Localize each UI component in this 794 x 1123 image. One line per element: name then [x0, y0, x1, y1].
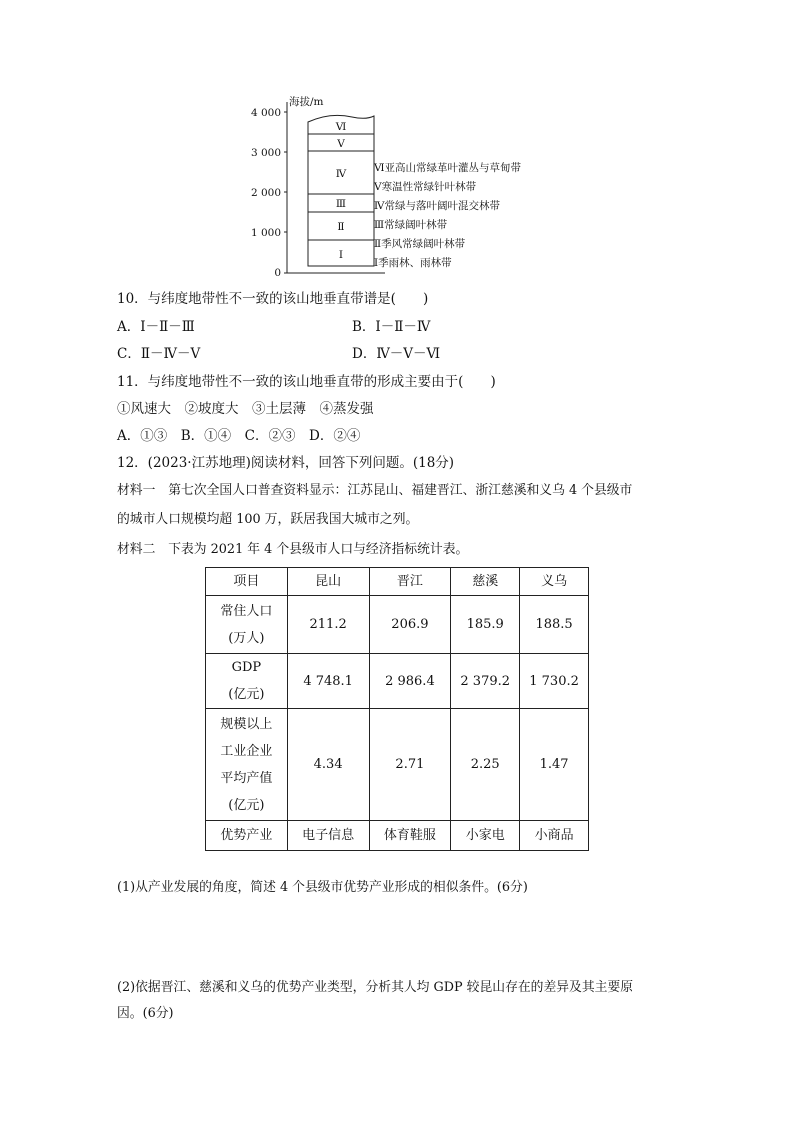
- y-axis-label: 海拔/m: [289, 96, 324, 108]
- table-cell: 185.9: [451, 596, 520, 654]
- table-header-row: [206, 568, 589, 596]
- q10-option-b[interactable]: B．Ⅰ－Ⅱ－Ⅳ: [352, 319, 431, 335]
- table-cell: 2 986.4: [369, 654, 451, 709]
- q10-option-c[interactable]: C．Ⅱ－Ⅳ－Ⅴ: [117, 346, 201, 362]
- zone-label-3: Ⅲ: [335, 198, 347, 210]
- table-cell: 4 748.1: [287, 654, 369, 709]
- legend-zone-2: Ⅱ季风常绿阔叶林带: [374, 238, 466, 250]
- table-cell: 小商品: [520, 821, 589, 851]
- table-header: 昆山: [287, 568, 369, 596]
- q12-material2: 材料二 下表为 2021 年 4 个县级市人口与经济指标统计表。: [117, 542, 469, 557]
- q12-material1-line2: 的城市人口规模均超 100 万，跃居我国大城市之列。: [117, 512, 419, 527]
- table-cell: 2.25: [451, 709, 520, 821]
- q11-items: ①风速大 ②坡度大 ③土层薄 ④蒸发强: [117, 401, 374, 417]
- q10-option-a[interactable]: A．Ⅰ－Ⅱ－Ⅲ: [117, 319, 195, 335]
- stats-table: [205, 567, 589, 851]
- q10-option-d[interactable]: D．Ⅳ－Ⅴ－Ⅵ: [352, 346, 441, 362]
- zone-label-1: Ⅰ: [338, 249, 344, 261]
- table-cell: 1 730.2: [520, 654, 589, 709]
- q12-material1-line1: 材料一 第七次全国人口普查资料显示：江苏昆山、福建晋江、浙江慈溪和义乌 4 个县级市: [117, 483, 633, 498]
- y-tick-2000: 2 000: [250, 187, 281, 199]
- q11-options[interactable]: A．①③ B．①④ C．②③ D．②④: [117, 428, 361, 444]
- table-header: 项目: [206, 568, 288, 596]
- row-label: 规模以上 工业企业 平均产值 (亿元): [206, 709, 288, 821]
- table-header: 义乌: [520, 568, 589, 596]
- table-row: [206, 821, 589, 851]
- legend-zone-4: Ⅳ常绿与落叶阔叶混交林带: [374, 200, 500, 212]
- q12-sub2-line2: 因。(6分): [117, 1006, 174, 1021]
- row-label: 优势产业: [206, 821, 288, 851]
- q11-stem: 11．与纬度地带性不一致的该山地垂直带的形成主要由于( ): [117, 374, 496, 390]
- table-row: [206, 709, 589, 821]
- zone-label-2: Ⅱ: [337, 221, 345, 233]
- q12-sub1: (1)从产业发展的角度，简述 4 个县级市优势产业形成的相似条件。(6分): [117, 880, 528, 895]
- legend-zone-3: Ⅲ常绿阔叶林带: [374, 219, 448, 231]
- row-label: GDP (亿元): [206, 654, 288, 709]
- y-tick-0: 0: [274, 267, 281, 279]
- table-row: [206, 596, 589, 654]
- legend-zone-1: Ⅰ季雨林、雨林带: [374, 257, 452, 269]
- q10-stem: 10．与纬度地带性不一致的该山地垂直带谱是( ): [117, 291, 429, 307]
- table-cell: 2 379.2: [451, 654, 520, 709]
- table-cell: 小家电: [451, 821, 520, 851]
- table-cell: 206.9: [369, 596, 451, 654]
- table-cell: 188.5: [520, 596, 589, 654]
- table-cell: 体育鞋服: [369, 821, 451, 851]
- table-cell: 电子信息: [287, 821, 369, 851]
- zone-label-5: Ⅴ: [337, 138, 345, 150]
- row-label: 常住人口 (万人): [206, 596, 288, 654]
- legend-zone-5: Ⅴ寒温性常绿针叶林带: [374, 181, 477, 193]
- q12-sub2-line1: (2)依据晋江、慈溪和义乌的优势产业类型，分析其人均 GDP 较昆山存在的差异及其主要原: [117, 980, 634, 995]
- zone-label-6: Ⅵ: [335, 121, 347, 133]
- table-header: 晋江: [369, 568, 451, 596]
- table-cell: 4.34: [287, 709, 369, 821]
- table-cell: 211.2: [287, 596, 369, 654]
- y-tick-1000: 1 000: [250, 227, 281, 239]
- legend-zone-6: Ⅵ亚高山常绿革叶灌丛与草甸带: [374, 162, 522, 174]
- zone-label-4: Ⅳ: [335, 168, 347, 180]
- q12-stem: 12．(2023·江苏地理)阅读材料，回答下列问题。(18分): [117, 455, 455, 471]
- table-header: 慈溪: [451, 568, 520, 596]
- table-cell: 2.71: [369, 709, 451, 821]
- table-row: [206, 654, 589, 709]
- table-cell: 1.47: [520, 709, 589, 821]
- y-tick-3000: 3 000: [250, 147, 281, 159]
- y-tick-4000: 4 000: [250, 107, 281, 119]
- altitude-zone-figure: [240, 90, 560, 280]
